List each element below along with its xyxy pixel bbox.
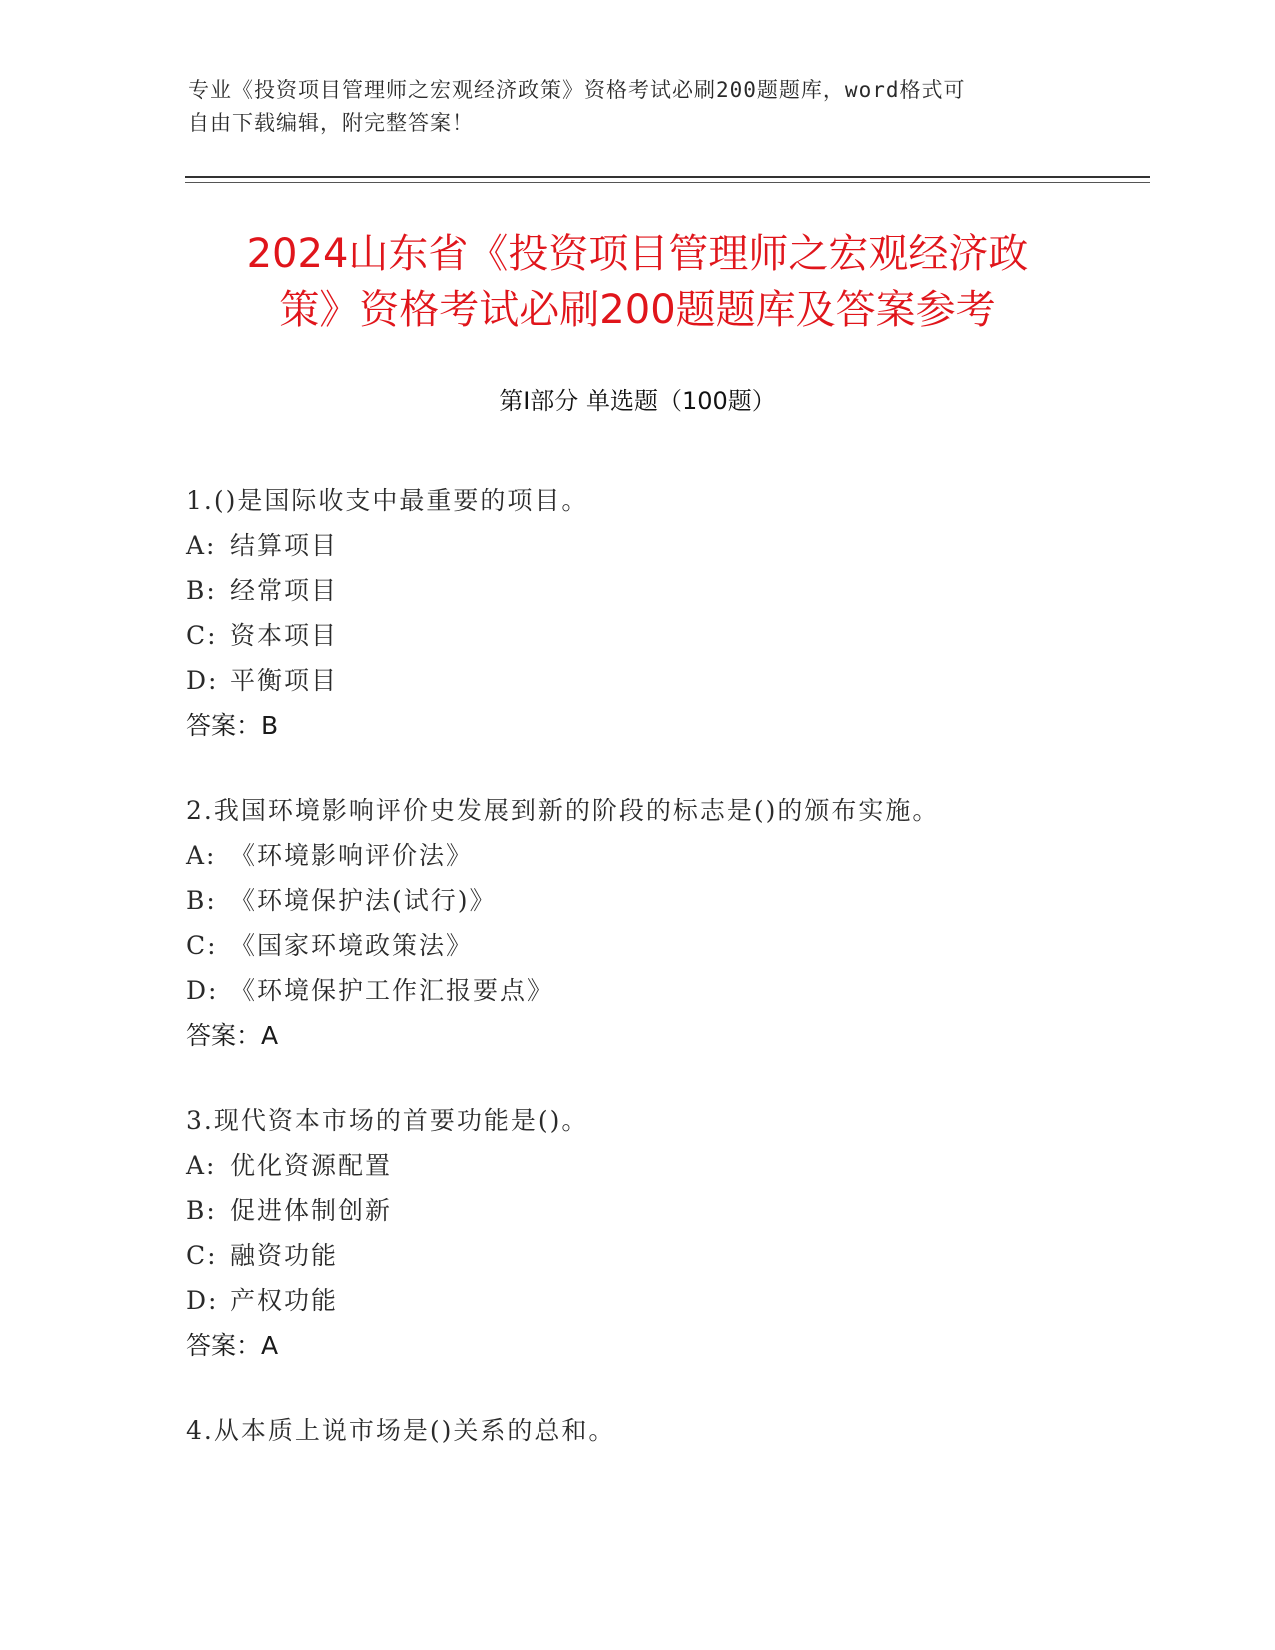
option-text: 经常项目 bbox=[230, 576, 339, 605]
option-a bbox=[186, 833, 1146, 878]
option-letter: C: bbox=[186, 1241, 218, 1270]
option-d bbox=[186, 968, 1146, 1013]
section-title: 第Ⅰ部分 单选题（100题） bbox=[499, 387, 776, 415]
header-note-line-2: 自由下载编辑，附完整答案！ bbox=[188, 111, 474, 135]
question-4 bbox=[186, 1408, 1146, 1453]
answer-line: 答案：B bbox=[186, 711, 279, 740]
header-note bbox=[188, 74, 1068, 140]
option-c bbox=[186, 613, 1146, 658]
option-letter: B: bbox=[186, 576, 217, 605]
header-divider-thick bbox=[185, 176, 1150, 178]
option-letter: B: bbox=[186, 1196, 217, 1225]
option-letter: C: bbox=[186, 621, 218, 650]
header-divider-thin bbox=[185, 182, 1150, 183]
option-letter: D: bbox=[186, 1286, 219, 1315]
option-letter: A: bbox=[186, 1151, 217, 1180]
option-text: 平衡项目 bbox=[230, 666, 339, 695]
option-letter: B: bbox=[186, 886, 217, 915]
document-title bbox=[150, 226, 1125, 338]
option-text: 优化资源配置 bbox=[230, 1151, 393, 1180]
question-list bbox=[186, 478, 1146, 1493]
answer-line: 答案：A bbox=[186, 1021, 279, 1050]
document-title-line-1: 2024山东省《投资项目管理师之宏观经济政 bbox=[246, 231, 1029, 277]
option-text: 《环境保护工作汇报要点》 bbox=[230, 976, 555, 1005]
option-c bbox=[186, 1233, 1146, 1278]
question-3 bbox=[186, 1098, 1146, 1368]
option-c bbox=[186, 923, 1146, 968]
option-text: 结算项目 bbox=[230, 531, 339, 560]
question-1 bbox=[186, 478, 1146, 748]
option-letter: D: bbox=[186, 666, 219, 695]
question-stem: 1.()是国际收支中最重要的项目。 bbox=[186, 486, 589, 515]
option-text: 《环境影响评价法》 bbox=[230, 841, 474, 870]
question-stem: 4.从本质上说市场是()关系的总和。 bbox=[186, 1416, 616, 1445]
option-a bbox=[186, 523, 1146, 568]
option-d bbox=[186, 1278, 1146, 1323]
option-b bbox=[186, 568, 1146, 613]
option-text: 产权功能 bbox=[230, 1286, 339, 1315]
option-d bbox=[186, 658, 1146, 703]
option-letter: A: bbox=[186, 841, 217, 870]
question-stem: 3.现代资本市场的首要功能是()。 bbox=[186, 1106, 589, 1135]
question-2 bbox=[186, 788, 1146, 1058]
option-letter: A: bbox=[186, 531, 217, 560]
option-b bbox=[186, 878, 1146, 923]
option-letter: D: bbox=[186, 976, 219, 1005]
option-text: 融资功能 bbox=[230, 1241, 339, 1270]
answer-line: 答案：A bbox=[186, 1331, 279, 1360]
option-b bbox=[186, 1188, 1146, 1233]
option-text: 《环境保护法(试行)》 bbox=[230, 886, 497, 915]
option-text: 资本项目 bbox=[230, 621, 339, 650]
option-text: 促进体制创新 bbox=[230, 1196, 393, 1225]
header-note-line-1: 专业《投资项目管理师之宏观经济政策》资格考试必刷200题题库，word格式可 bbox=[188, 78, 966, 102]
question-stem: 2.我国环境影响评价史发展到新的阶段的标志是()的颁布实施。 bbox=[186, 796, 940, 825]
option-letter: C: bbox=[186, 931, 218, 960]
option-text: 《国家环境政策法》 bbox=[230, 931, 474, 960]
document-title-line-2: 策》资格考试必刷200题题库及答案参考 bbox=[279, 287, 996, 333]
option-a bbox=[186, 1143, 1146, 1188]
